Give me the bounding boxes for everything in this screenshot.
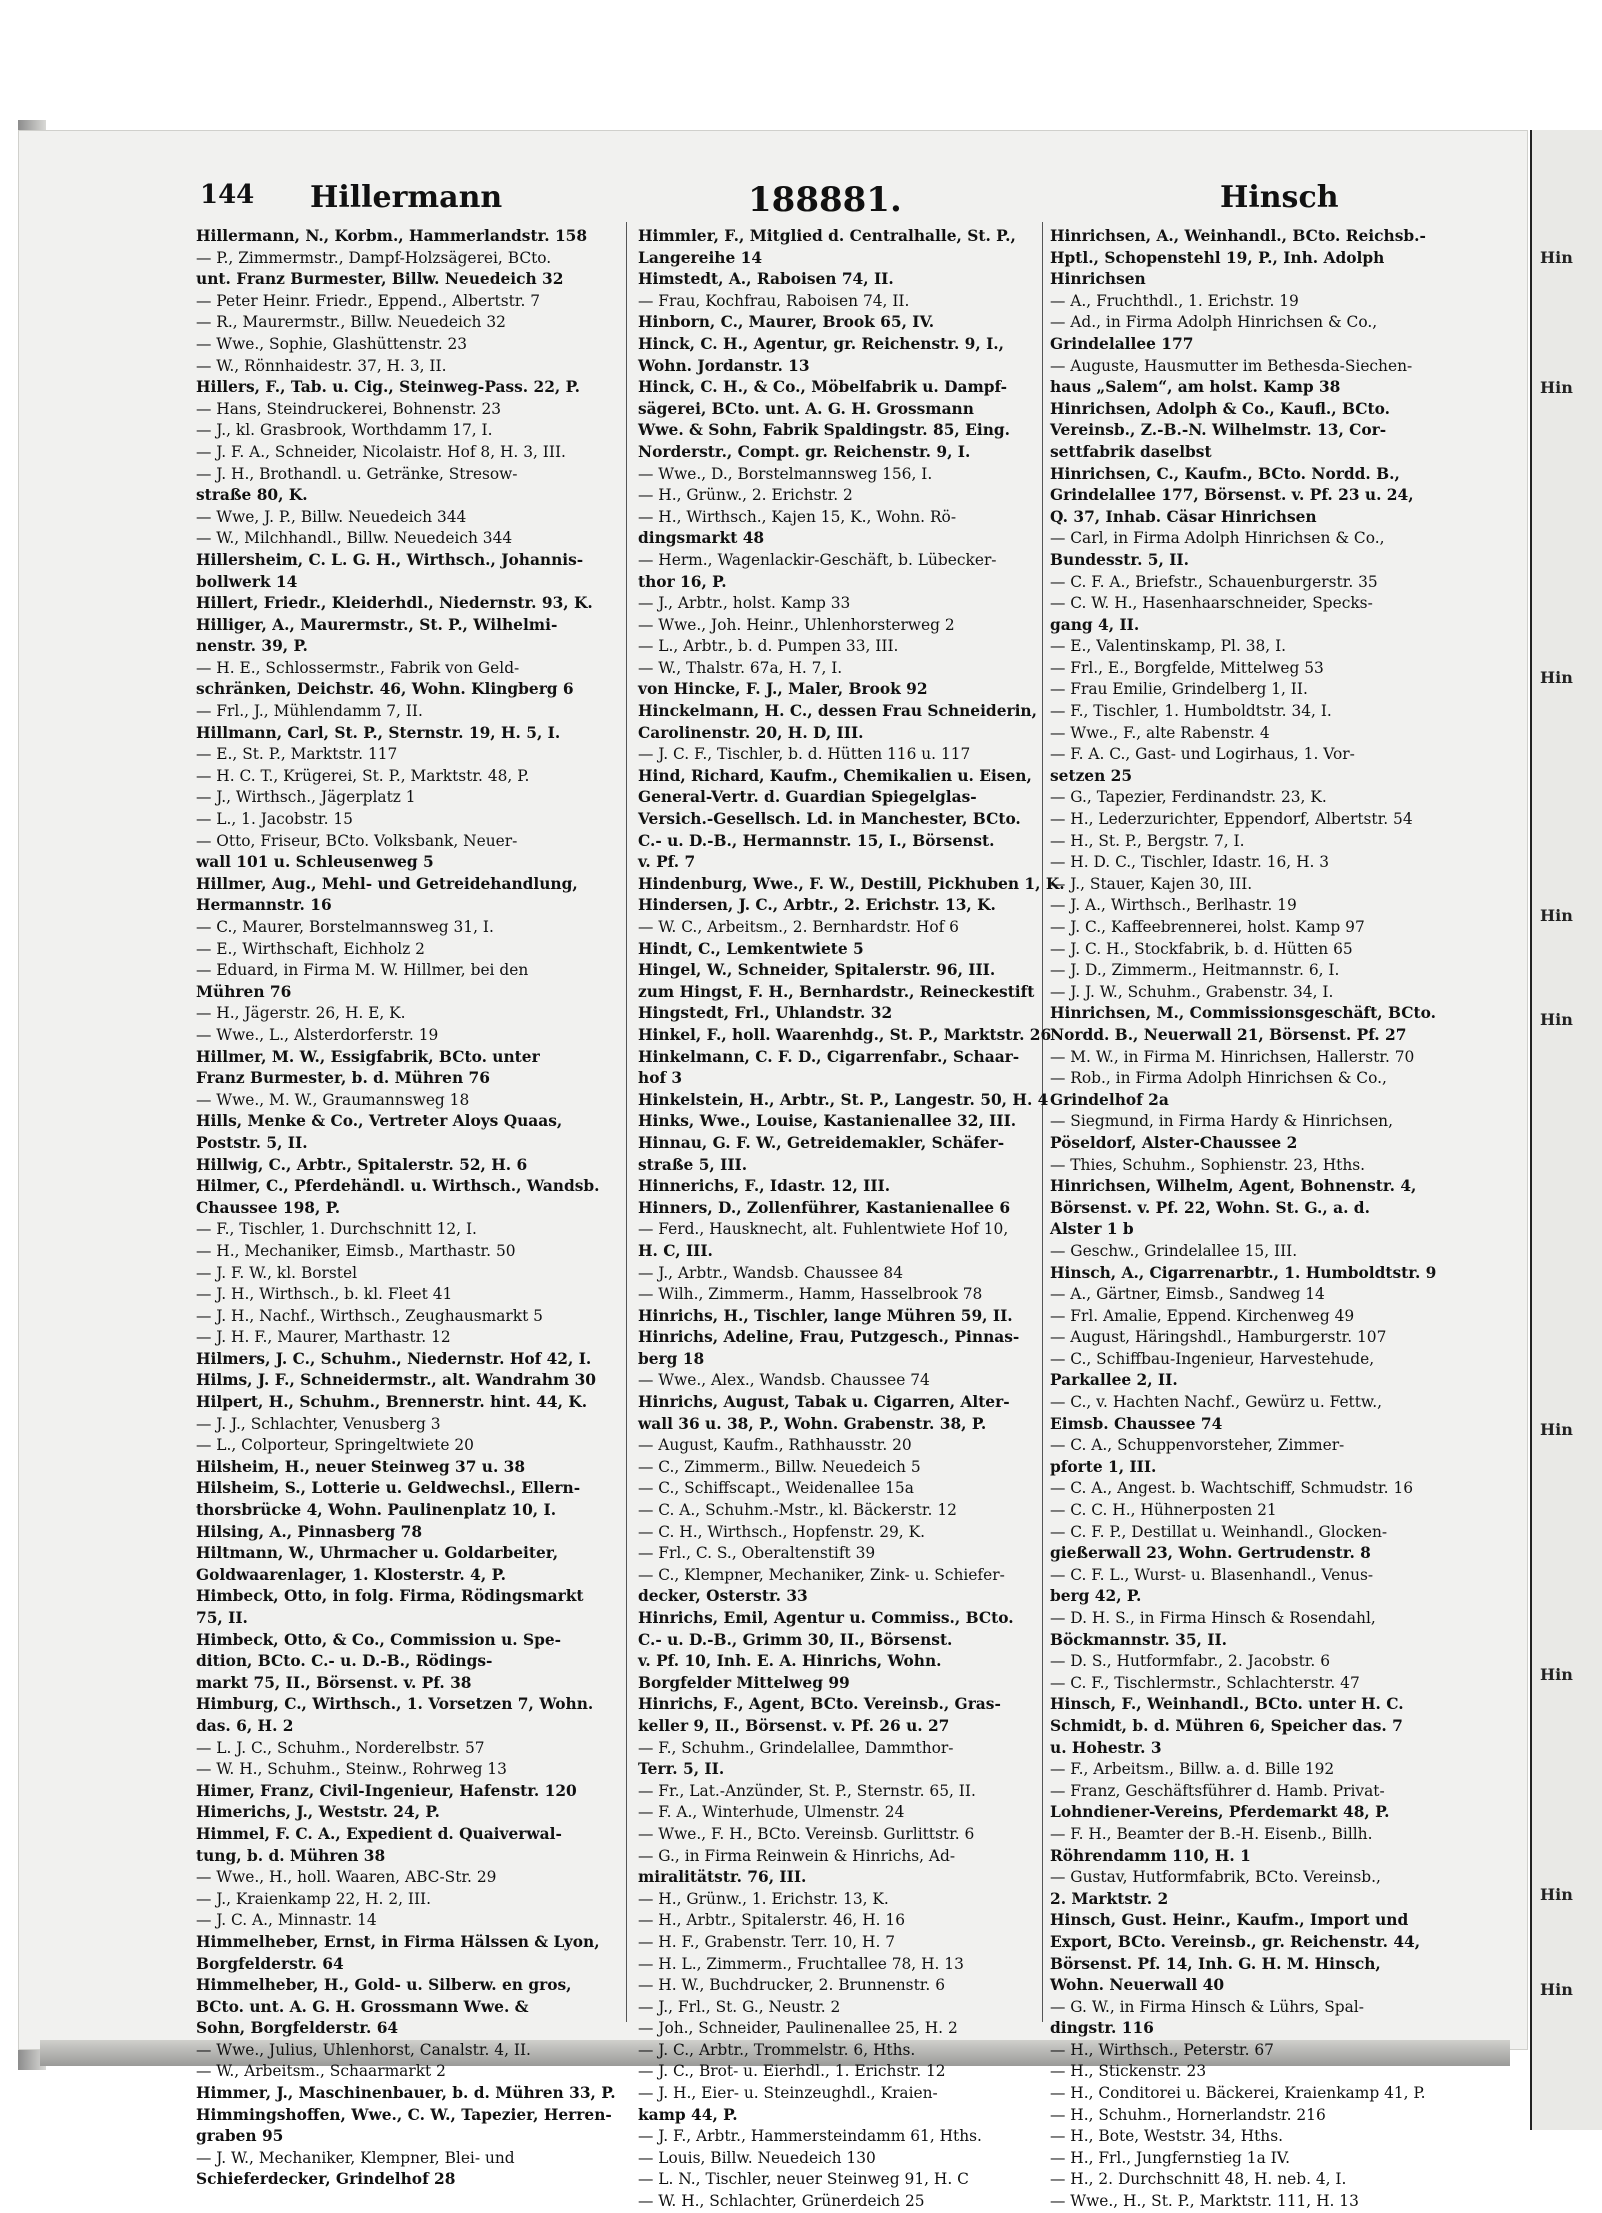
directory-entry-line: Hinrichs, Adeline, Frau, Putzgesch., Pinnas- bbox=[638, 1328, 1020, 1347]
directory-entry-line: — Auguste, Hausmutter im Bethesda-Siechen- bbox=[1050, 356, 1413, 375]
directory-entry-line: setzen 25 bbox=[1050, 766, 1133, 785]
directory-entry-line: — C., v. Hachten Nachf., Gewürz u. Fettw., bbox=[1050, 1393, 1383, 1412]
directory-entry-line: — Eduard, in Firma M. W. Hillmer, bei den bbox=[196, 961, 529, 980]
directory-entry-line: — C., Klempner, Mechaniker, Zink- u. Schiefer- bbox=[638, 1565, 1005, 1584]
directory-entry-line: Parkallee 2, II. bbox=[1050, 1371, 1178, 1390]
directory-entry-line: 75, II. bbox=[196, 1609, 248, 1627]
directory-entry-line: — Franz, Geschäftsführer d. Hamb. Privat- bbox=[1050, 1781, 1385, 1800]
directory-entry-line: dition, BCto. C.- u. D.-B., Rödings- bbox=[196, 1652, 493, 1671]
adjacent-page-fragment: Hin bbox=[1540, 668, 1573, 687]
directory-entry-line: — C. F. P., Destillat u. Weinhandl., Glocken- bbox=[1050, 1522, 1388, 1541]
directory-entry-line: Himbeck, Otto, in folg. Firma, Rödingsmarkt bbox=[196, 1587, 584, 1606]
directory-entry-line: — H., Mechaniker, Eimsb., Marthastr. 50 bbox=[196, 1241, 516, 1260]
directory-entry-line: Hilsing, A., Pinnasberg 78 bbox=[196, 1522, 423, 1541]
directory-entry-line: — E., St. P., Marktstr. 117 bbox=[196, 745, 398, 764]
directory-entry-line: C.- u. D.-B., Grimm 30, II., Börsenst. bbox=[638, 1630, 953, 1649]
directory-entry-line: Hinrichsen, Adolph & Co., Kaufl., BCto. bbox=[1050, 399, 1390, 418]
directory-entry-line: C.- u. D.-B., Hermannstr. 15, I., Börsenst. bbox=[638, 831, 995, 850]
directory-entry-line: H. C, III. bbox=[638, 1241, 713, 1260]
directory-entry-line: Hinkelstein, H., Arbtr., St. P., Langestr. 50, H. 4 bbox=[638, 1090, 1049, 1109]
directory-entry-line: Borgfelder Mittelweg 99 bbox=[638, 1673, 850, 1692]
directory-entry-line: — C. F. L., Wurst- u. Blasenhandl., Venus- bbox=[1050, 1565, 1374, 1584]
directory-entry-line: wall 36 u. 38, P., Wohn. Grabenstr. 38, P. bbox=[638, 1414, 987, 1433]
directory-entry-line: Himstedt, A., Raboisen 74, II. bbox=[638, 270, 894, 289]
directory-entry-line: — J. H., Wirthsch., b. kl. Fleet 41 bbox=[196, 1285, 453, 1304]
directory-entry-line: — Wwe., Alex., Wandsb. Chaussee 74 bbox=[638, 1371, 930, 1390]
directory-entry-line: Himmelheber, Ernst, in Firma Hälssen & Lyon, bbox=[196, 1932, 600, 1951]
directory-entry-line: — H., Schuhm., Hornerlandstr. 216 bbox=[1050, 2105, 1326, 2124]
directory-entry-line: Himburg, C., Wirthsch., 1. Vorsetzen 7, Wohn. bbox=[196, 1695, 594, 1714]
directory-entry-line: — Joh., Schneider, Paulinenallee 25, H. 2 bbox=[638, 2019, 958, 2038]
directory-entry-line: — J. H., Nachf., Wirthsch., Zeughausmarkt 5 bbox=[196, 1306, 543, 1325]
directory-entry-line: — J., Stauer, Kajen 30, III. bbox=[1050, 874, 1253, 893]
directory-entry-line: wall 101 u. Schleusenweg 5 bbox=[196, 853, 434, 872]
directory-entry-line: — E., Valentinskamp, Pl. 38, I. bbox=[1050, 637, 1287, 656]
directory-entry-line: Wohn. Neuerwall 40 bbox=[1050, 1976, 1225, 1995]
directory-entry-line: Chaussee 198, P. bbox=[196, 1198, 341, 1217]
directory-entry-line: — Gustav, Hutformfabrik, BCto. Vereinsb., bbox=[1050, 1868, 1381, 1887]
directory-entry-line: — F. H., Beamter der B.-H. Eisenb., Billh. bbox=[1050, 1824, 1373, 1843]
directory-entry-line: — Hans, Steindruckerei, Bohnenstr. 23 bbox=[196, 399, 502, 418]
directory-entry-line: — H., Jägerstr. 26, H. E, K. bbox=[196, 1004, 406, 1023]
directory-entry-line: — Wwe., H., holl. Waaren, ABC-Str. 29 bbox=[196, 1868, 497, 1887]
directory-entry-line: sägerei, BCto. unt. A. G. H. Grossmann bbox=[638, 399, 974, 418]
directory-entry-line: — A., Gärtner, Eimsb., Sandweg 14 bbox=[1050, 1285, 1325, 1304]
directory-entry-line: — Fr., Lat.-Anzünder, St. P., Sternstr. 65, II. bbox=[638, 1781, 976, 1800]
directory-entry-line: Hilliger, A., Maurermstr., St. P., Wilhelmi- bbox=[196, 615, 558, 634]
directory-entry-line: — J. C., Brot- u. Eierhdl., 1. Erichstr. 12 bbox=[638, 2062, 946, 2081]
directory-entry-line: — J. J. W., Schuhm., Grabenstr. 34, I. bbox=[1050, 982, 1334, 1001]
directory-entry-line: — J. H., Brothandl. u. Getränke, Stresow- bbox=[196, 464, 518, 483]
directory-column-2 bbox=[638, 226, 1065, 2211]
directory-entry-line: kamp 44, P. bbox=[638, 2105, 738, 2124]
directory-entry-line: — H., Conditorei u. Bäckerei, Kraienkamp 41, P. bbox=[1050, 2084, 1426, 2103]
directory-entry-line: — Wwe., D., Borstelmannsweg 156, I. bbox=[638, 464, 933, 483]
directory-entry-line: — Wwe., Sophie, Glashüttenstr. 23 bbox=[196, 334, 468, 353]
directory-entry-line: — L. J. C., Schuhm., Norderelbstr. 57 bbox=[196, 1738, 485, 1757]
directory-entry-line: — C. F., Tischlermstr., Schlachterstr. 47 bbox=[1050, 1673, 1360, 1692]
directory-entry-line: Hillermann, N., Korbm., Hammerlandstr. 158 bbox=[196, 227, 588, 245]
directory-entry-line: — J., Frl., St. G., Neustr. 2 bbox=[638, 1997, 841, 2016]
directory-entry-line: Franz Burmester, b. d. Mühren 76 bbox=[196, 1069, 490, 1088]
directory-entry-line: Hilsheim, S., Lotterie u. Geldwechsl., Ellern- bbox=[196, 1479, 581, 1498]
directory-entry-line: — F., Tischler, 1. Humboldtstr. 34, I. bbox=[1050, 702, 1332, 721]
directory-entry-line: — C., Schiffbau-Ingenieur, Harvestehude, bbox=[1050, 1349, 1375, 1368]
directory-entry-line: — J. F., Arbtr., Hammersteindamm 61, Hths. bbox=[638, 2127, 982, 2146]
directory-entry-line: — Ferd., Hausknecht, alt. Fuhlentwiete Hof 10, bbox=[638, 1220, 1009, 1239]
directory-entry-line: Börsenst. Pf. 14, Inh. G. H. M. Hinsch, bbox=[1050, 1954, 1381, 1973]
directory-entry-line: Hinkelmann, C. F. D., Cigarrenfabr., Schaar- bbox=[638, 1047, 1020, 1066]
directory-entry-line: — L. N., Tischler, neuer Steinweg 91, H. C bbox=[638, 2170, 969, 2189]
directory-entry-line: u. Hohestr. 3 bbox=[1050, 1738, 1162, 1757]
directory-entry-line: — C., Maurer, Borstelmannsweg 31, I. bbox=[196, 918, 494, 936]
directory-entry-line: thorsbrücke 4, Wohn. Paulinenplatz 10, I. bbox=[196, 1501, 557, 1520]
directory-entry-line: — August, Häringshdl., Hamburgerstr. 107 bbox=[1050, 1328, 1387, 1347]
directory-entry-line: — C. W. H., Hasenhaarschneider, Specks- bbox=[1050, 594, 1373, 613]
directory-entry-line: Hinsch, F., Weinhandl., BCto. unter H. C. bbox=[1050, 1695, 1404, 1714]
directory-entry-line: — J. W., Mechaniker, Klempner, Blei- und bbox=[196, 2148, 515, 2167]
directory-entry-line: Wwe. & Sohn, Fabrik Spaldingstr. 85, Eing. bbox=[638, 421, 1011, 440]
directory-entry-line: — Otto, Friseur, BCto. Volksbank, Neuer- bbox=[196, 831, 518, 850]
directory-entry-line: v. Pf. 7 bbox=[638, 853, 696, 872]
directory-entry-line: Hind, Richard, Kaufm., Chemikalien u. Eisen, bbox=[638, 766, 1032, 785]
directory-entry-line: — Frau, Kochfrau, Raboisen 74, II. bbox=[638, 291, 910, 310]
directory-entry-line: Hinck, C. H., Agentur, gr. Reichenstr. 9, I., bbox=[638, 334, 1004, 353]
directory-entry-line: 2. Marktstr. 2 bbox=[1050, 1889, 1169, 1908]
directory-entry-line: — Wwe., L., Alsterdorferstr. 19 bbox=[196, 1025, 439, 1044]
directory-entry-line: Himbeck, Otto, & Co., Commission u. Spe- bbox=[196, 1630, 562, 1649]
directory-entry-line: Hillert, Friedr., Kleiderhdl., Niedernstr. 93, K. bbox=[196, 594, 593, 613]
directory-entry-line: — W., Arbeitsm., Schaarmarkt 2 bbox=[196, 2062, 446, 2081]
directory-entry-line: Hinrichs, H., Tischler, lange Mühren 59, II. bbox=[638, 1306, 1013, 1325]
directory-entry-line: — Wwe., Joh. Heinr., Uhlenhorsterweg 2 bbox=[638, 615, 955, 634]
directory-entry-line: — H., Grünw., 2. Erichstr. 2 bbox=[638, 486, 853, 505]
right-running-head: Hinsch bbox=[1220, 180, 1339, 215]
directory-entry-line: Lohndiener-Vereins, Pferdemarkt 48, P. bbox=[1050, 1803, 1390, 1822]
directory-entry-line: Hills, Menke & Co., Vertreter Aloys Quaas, bbox=[196, 1112, 563, 1131]
directory-entry-line: Poststr. 5, II. bbox=[196, 1133, 308, 1152]
directory-entry-line: Norderstr., Compt. gr. Reichenstr. 9, I. bbox=[638, 442, 971, 461]
directory-entry-line: — Frl., J., Mühlendamm 7, II. bbox=[196, 702, 423, 721]
directory-entry-line: miralitätstr. 76, III. bbox=[638, 1868, 807, 1887]
adjacent-page-fragment: Hin bbox=[1540, 906, 1573, 925]
directory-entry-line: unt. Franz Burmester, Billw. Neuedeich 32 bbox=[196, 270, 564, 289]
directory-entry-line: Hillwig, C., Arbtr., Spitalerstr. 52, H. 6 bbox=[196, 1155, 528, 1174]
directory-entry-line: Börsenst. v. Pf. 22, Wohn. St. G., a. d. bbox=[1050, 1198, 1370, 1217]
directory-entry-line: — C., Schiffscapt., Weidenallee 15a bbox=[638, 1479, 914, 1498]
directory-entry-line: Q. 37, Inhab. Cäsar Hinrichsen bbox=[1050, 507, 1317, 526]
directory-entry-line: Hinnau, G. F. W., Getreidemakler, Schäfer- bbox=[638, 1133, 1005, 1152]
directory-entry-line: gang 4, II. bbox=[1050, 615, 1140, 634]
adjacent-page-fragment: Hin bbox=[1540, 378, 1573, 397]
directory-entry-line: — D. H. S., in Firma Hinsch & Rosendahl, bbox=[1050, 1609, 1376, 1627]
directory-entry-line: — P., Zimmermstr., Dampf-Holzsägerei, BCto. bbox=[196, 248, 552, 267]
directory-entry-line: markt 75, II., Börsenst. v. Pf. 38 bbox=[196, 1673, 472, 1692]
directory-entry-line: Hinks, Wwe., Louise, Kastanienallee 32, III. bbox=[638, 1112, 1017, 1131]
directory-entry-line: — L., 1. Jacobstr. 15 bbox=[196, 810, 353, 829]
directory-entry-line: — H., Frl., Jungfernstieg 1a IV. bbox=[1050, 2148, 1291, 2167]
directory-entry-line: — W. H., Schuhm., Steinw., Rohrweg 13 bbox=[196, 1760, 507, 1779]
directory-entry-line: — J. C. A., Minnastr. 14 bbox=[196, 1911, 377, 1930]
directory-entry-line: Hptl., Schopenstehl 19, P., Inh. Adolph bbox=[1050, 248, 1385, 267]
directory-entry-line: — C., Zimmerm., Billw. Neuedeich 5 bbox=[638, 1457, 921, 1476]
directory-entry-line: — Frl., E., Borgfelde, Mittelweg 53 bbox=[1050, 658, 1324, 677]
directory-entry-line: Langereihe 14 bbox=[638, 248, 763, 267]
directory-entry-line: — H., Wirthsch., Kajen 15, K., Wohn. Rö- bbox=[638, 507, 957, 526]
directory-entry-line: Himmel, F. C. A., Expedient d. Quaiverwal- bbox=[196, 1824, 562, 1843]
directory-entry-line: gießerwall 23, Wohn. Gertrudenstr. 8 bbox=[1050, 1544, 1371, 1563]
directory-entry-line: Hinsch, Gust. Heinr., Kaufm., Import und bbox=[1050, 1911, 1409, 1930]
directory-entry-line: — J., Kraienkamp 22, H. 2, III. bbox=[196, 1889, 432, 1908]
directory-entry-line: — R., Maurermstr., Billw. Neuedeich 32 bbox=[196, 313, 506, 332]
directory-entry-line: — Wwe., Julius, Uhlenhorst, Canalstr. 4, II. bbox=[196, 2040, 531, 2059]
directory-entry-line: — W. H., Schlachter, Grünerdeich 25 bbox=[638, 2192, 925, 2211]
directory-entry-line: — J. F. A., Schneider, Nicolaistr. Hof 8, H. 3, III. bbox=[196, 442, 566, 461]
directory-entry-line: Röhrendamm 110, H. 1 bbox=[1050, 1846, 1251, 1865]
directory-entry-line: Himer, Franz, Civil-Ingenieur, Hafenstr. 120 bbox=[196, 1781, 577, 1800]
directory-entry-line: Hingstedt, Frl., Uhlandstr. 32 bbox=[638, 1004, 893, 1023]
directory-entry-line: Hinnerichs, F., Idastr. 12, III. bbox=[638, 1177, 891, 1196]
directory-entry-line: Himmelheber, H., Gold- u. Silberw. en gros, bbox=[196, 1976, 572, 1995]
directory-entry-line: — Herm., Wagenlackir-Geschäft, b. Lübecker- bbox=[638, 550, 997, 569]
directory-entry-line: decker, Osterstr. 33 bbox=[638, 1587, 808, 1606]
directory-entry-line: — H. F., Grabenstr. Terr. 10, H. 7 bbox=[638, 1932, 896, 1951]
directory-entry-line: — J. C., Kaffeebrennerei, holst. Kamp 97 bbox=[1050, 918, 1365, 936]
directory-entry-line: Vereinsb., Z.-B.-N. Wilhelmstr. 13, Cor- bbox=[1050, 421, 1387, 440]
directory-entry-line: Hilmer, C., Pferdehändl. u. Wirthsch., Wandsb. bbox=[196, 1177, 600, 1196]
directory-entry-line: Sohn, Borgfelderstr. 64 bbox=[196, 2019, 399, 2038]
directory-entry-line: zum Hingst, F. H., Bernhardstr., Reineckestift bbox=[638, 982, 1035, 1001]
directory-entry-line: Pöseldorf, Alster-Chaussee 2 bbox=[1050, 1133, 1298, 1152]
directory-entry-line: — H., Wirthsch., Peterstr. 67 bbox=[1050, 2040, 1274, 2059]
directory-entry-line: — J. H., Eier- u. Steinzeughdl., Kraien- bbox=[638, 2084, 938, 2103]
directory-entry-line: — J., kl. Grasbrook, Worthdamm 17, I. bbox=[196, 421, 493, 440]
directory-entry-line: — Geschw., Grindelallee 15, III. bbox=[1050, 1241, 1298, 1260]
directory-entry-line: Hillmer, M. W., Essigfabrik, BCto. unter bbox=[196, 1047, 540, 1066]
directory-entry-line: Hingel, W., Schneider, Spitalerstr. 96, III. bbox=[638, 961, 996, 980]
directory-entry-line: Hinkel, F., holl. Waarenhdg., St. P., Marktstr. 26 bbox=[638, 1025, 1052, 1044]
directory-entry-line: — C. A., Schuppenvorsteher, Zimmer- bbox=[1050, 1436, 1345, 1455]
directory-entry-line: Hindersen, J. C., Arbtr., 2. Erichstr. 13, K. bbox=[638, 896, 996, 915]
left-running-head: Hillermann bbox=[310, 180, 503, 215]
directory-entry-line: — G. W., in Firma Hinsch & Lührs, Spal- bbox=[1050, 1997, 1364, 2016]
directory-entry-line: Hilmers, J. C., Schuhm., Niedernstr. Hof 42, I. bbox=[196, 1349, 592, 1368]
directory-entry-line: — J. A., Wirthsch., Berlhastr. 19 bbox=[1050, 896, 1297, 915]
directory-entry-line: Grindelhof 2a bbox=[1050, 1090, 1169, 1109]
directory-entry-line: — H., Bote, Weststr. 34, Hths. bbox=[1050, 2127, 1283, 2146]
directory-entry-line: — C. H., Wirthsch., Hopfenstr. 29, K. bbox=[638, 1522, 925, 1541]
directory-entry-line: — Wwe., F. H., BCto. Vereinsb. Gurlittstr. 6 bbox=[638, 1824, 975, 1843]
directory-entry-line: Goldwaarenlager, 1. Klosterstr. 4, P. bbox=[196, 1565, 506, 1584]
directory-entry-line: — C. A., Angest. b. Wachtschiff, Schmudstr. 16 bbox=[1050, 1479, 1414, 1498]
directory-entry-line: — M. W., in Firma M. Hinrichsen, Hallerstr. 70 bbox=[1050, 1047, 1415, 1066]
directory-entry-line: straße 80, K. bbox=[196, 486, 308, 505]
directory-entry-line: berg 42, P. bbox=[1050, 1587, 1142, 1606]
directory-entry-line: Mühren 76 bbox=[196, 982, 292, 1001]
directory-entry-line: bollwerk 14 bbox=[196, 572, 298, 591]
directory-entry-line: Böckmannstr. 35, II. bbox=[1050, 1630, 1228, 1649]
directory-entry-line: — J., Arbtr., Wandsb. Chaussee 84 bbox=[638, 1263, 904, 1282]
directory-entry-line: keller 9, II., Börsenst. v. Pf. 26 u. 27 bbox=[638, 1716, 950, 1735]
directory-entry-line: — C. A., Schuhm.-Mstr., kl. Bäckerstr. 12 bbox=[638, 1501, 957, 1520]
directory-entry-line: — F., Schuhm., Grindelallee, Dammthor- bbox=[638, 1738, 954, 1757]
directory-entry-line: von Hincke, F. J., Maler, Brook 92 bbox=[638, 680, 928, 699]
directory-entry-line: — F. A., Winterhude, Ulmenstr. 24 bbox=[638, 1803, 905, 1822]
directory-entry-line: — H., St. P., Bergstr. 7, I. bbox=[1050, 831, 1245, 850]
directory-entry-line: — H. W., Buchdrucker, 2. Brunnenstr. 6 bbox=[638, 1976, 945, 1995]
directory-entry-line: das. 6, H. 2 bbox=[196, 1716, 294, 1735]
directory-entry-line: Nordd. B., Neuerwall 21, Börsenst. Pf. 27 bbox=[1050, 1025, 1407, 1044]
page-number: 144 bbox=[200, 180, 255, 210]
year-heading: 188881. bbox=[748, 180, 902, 220]
directory-entry-line: — W., Milchhandl., Billw. Neuedeich 344 bbox=[196, 529, 513, 548]
directory-entry-line: Hinborn, C., Maurer, Brook 65, IV. bbox=[638, 313, 935, 332]
directory-entry-line: — Wwe., M. W., Graumannsweg 18 bbox=[196, 1090, 470, 1109]
directory-entry-line: Hinrichsen bbox=[1050, 270, 1146, 289]
directory-entry-line: — Wilh., Zimmerm., Hamm, Hasselbrook 78 bbox=[638, 1285, 983, 1304]
directory-entry-line: — L., Arbtr., b. d. Pumpen 33, III. bbox=[638, 637, 899, 656]
directory-entry-line: pforte 1, III. bbox=[1050, 1457, 1157, 1476]
directory-entry-line: Hermannstr. 16 bbox=[196, 896, 332, 915]
directory-entry-line: — Frau Emilie, Grindelberg 1, II. bbox=[1050, 680, 1308, 699]
directory-entry-line: Himerichs, J., Weststr. 24, P. bbox=[196, 1803, 440, 1822]
directory-entry-line: Hillers, F., Tab. u. Cig., Steinweg-Pass. 22, P. bbox=[196, 378, 581, 397]
directory-entry-line: Hinrichsen, M., Commissionsgeschäft, BCto. bbox=[1050, 1004, 1436, 1023]
directory-entry-line: nenstr. 39, P. bbox=[196, 637, 308, 656]
directory-entry-line: Hinsch, A., Cigarrenarbtr., 1. Humboldtstr. 9 bbox=[1050, 1263, 1437, 1282]
directory-entry-line: Hindenburg, Wwe., F. W., Destill, Pickhuben 1, K. bbox=[638, 874, 1065, 893]
directory-entry-line: dingstr. 116 bbox=[1050, 2019, 1154, 2038]
directory-entry-line: — J. D., Zimmerm., Heitmannstr. 6, I. bbox=[1050, 961, 1340, 980]
directory-entry-line: — H. L., Zimmerm., Fruchtallee 78, H. 13 bbox=[638, 1954, 964, 1973]
directory-entry-line: — J. C. H., Stockfabrik, b. d. Hütten 65 bbox=[1050, 939, 1353, 958]
directory-entry-line: — H. D. C., Tischler, Idastr. 16, H. 3 bbox=[1050, 853, 1330, 872]
directory-entry-line: — F. A. C., Gast- und Logirhaus, 1. Vor- bbox=[1050, 745, 1355, 764]
adjacent-page bbox=[1530, 130, 1602, 2130]
directory-entry-line: — C. F. A., Briefstr., Schauenburgerstr. 35 bbox=[1050, 572, 1378, 591]
directory-entry-line: — H. C. T., Krügerei, St. P., Marktstr. 48, P. bbox=[196, 766, 530, 785]
directory-entry-line: — H., Arbtr., Spitalerstr. 46, H. 16 bbox=[638, 1911, 905, 1930]
directory-entry-line: thor 16, P. bbox=[638, 572, 727, 591]
directory-column-1 bbox=[196, 226, 616, 2189]
directory-entry-line: Grindelallee 177, Börsenst. v. Pf. 23 u. 24, bbox=[1050, 486, 1414, 505]
directory-entry-line: — H. E., Schlossermstr., Fabrik von Geld- bbox=[196, 658, 520, 677]
directory-entry-line: Wohn. Jordanstr. 13 bbox=[638, 356, 810, 375]
directory-entry-line: Hinners, D., Zollenführer, Kastanienallee 6 bbox=[638, 1198, 1011, 1217]
directory-entry-line: tung, b. d. Mühren 38 bbox=[196, 1846, 386, 1865]
directory-entry-line: Hinck, C. H., & Co., Möbelfabrik u. Dampf- bbox=[638, 378, 1007, 397]
directory-entry-line: graben 95 bbox=[196, 2127, 284, 2146]
directory-entry-line: — L., Colporteur, Springeltwiete 20 bbox=[196, 1436, 474, 1455]
directory-entry-line: — Wwe., H., St. P., Marktstr. 111, H. 13 bbox=[1050, 2192, 1359, 2211]
directory-entry-line: — A., Fruchthdl., 1. Erichstr. 19 bbox=[1050, 291, 1299, 310]
directory-entry-line: — J. J., Schlachter, Venusberg 3 bbox=[196, 1414, 441, 1433]
directory-entry-line: — Louis, Billw. Neuedeich 130 bbox=[638, 2148, 876, 2167]
directory-entry-line: Hilms, J. F., Schneidermstr., alt. Wandrahm 30 bbox=[196, 1371, 596, 1390]
directory-entry-line: Hillmer, Aug., Mehl- und Getreidehandlung, bbox=[196, 874, 578, 893]
directory-entry-line: — W., Thalstr. 67a, H. 7, I. bbox=[638, 658, 843, 677]
directory-entry-line: berg 18 bbox=[638, 1349, 705, 1368]
adjacent-page-fragment: Hin bbox=[1540, 1010, 1573, 1029]
directory-entry-line: Hinrichs, August, Tabak u. Cigarren, Alter- bbox=[638, 1393, 1010, 1412]
directory-entry-line: — Wwe, J. P., Billw. Neuedeich 344 bbox=[196, 507, 467, 526]
directory-entry-line: Export, BCto. Vereinsb., gr. Reichenstr. 44, bbox=[1050, 1932, 1421, 1951]
directory-entry-line: dingsmarkt 48 bbox=[638, 529, 765, 548]
directory-entry-line: Hilsheim, H., neuer Steinweg 37 u. 38 bbox=[196, 1457, 526, 1476]
directory-entry-line: Schmidt, b. d. Mühren 6, Speicher das. 7 bbox=[1050, 1716, 1403, 1735]
directory-entry-line: — J. H. F., Maurer, Marthastr. 12 bbox=[196, 1328, 451, 1347]
directory-entry-line: Hiltmann, W., Uhrmacher u. Goldarbeiter, bbox=[196, 1544, 559, 1563]
directory-entry-line: — H., 2. Durchschnitt 48, H. neb. 4, I. bbox=[1050, 2170, 1347, 2189]
directory-entry-line: — F., Tischler, 1. Durchschnitt 12, I. bbox=[196, 1220, 477, 1239]
directory-entry-line: Carolinenstr. 20, H. D, III. bbox=[638, 723, 864, 742]
directory-entry-line: — C. C. H., Hühnerposten 21 bbox=[1050, 1501, 1277, 1520]
directory-entry-line: — J. F. W., kl. Borstel bbox=[196, 1263, 357, 1282]
directory-entry-line: Hindt, C., Lemkentwiete 5 bbox=[638, 939, 864, 958]
directory-entry-line: Borgfelderstr. 64 bbox=[196, 1954, 344, 1973]
directory-entry-line: — J., Arbtr., holst. Kamp 33 bbox=[638, 594, 851, 613]
directory-entry-line: Himmingshoffen, Wwe., C. W., Tapezier, Herren- bbox=[196, 2105, 612, 2124]
directory-entry-line: — J., Wirthsch., Jägerplatz 1 bbox=[196, 788, 416, 807]
directory-entry-line: v. Pf. 10, Inh. E. A. Hinrichs, Wohn. bbox=[638, 1652, 942, 1671]
directory-entry-line: Alster 1 b bbox=[1050, 1220, 1134, 1239]
directory-entry-line: — Thies, Schuhm., Sophienstr. 23, Hths. bbox=[1050, 1155, 1366, 1174]
directory-entry-line: — Frl. Amalie, Eppend. Kirchenweg 49 bbox=[1050, 1306, 1355, 1325]
directory-entry-line: Bundesstr. 5, II. bbox=[1050, 550, 1189, 569]
directory-column-3 bbox=[1050, 226, 1470, 2211]
directory-entry-line: Hinckelmann, H. C., dessen Frau Schneiderin, bbox=[638, 702, 1037, 721]
directory-entry-line: schränken, Deichstr. 46, Wohn. Klingberg 6 bbox=[196, 680, 574, 699]
directory-entry-line: Hillmann, Carl, St. P., Sternstr. 19, H. 5, I. bbox=[196, 723, 561, 742]
directory-entry-line: settfabrik daselbst bbox=[1050, 442, 1212, 461]
running-header bbox=[200, 180, 1490, 220]
directory-entry-line: Hillersheim, C. L. G. H., Wirthsch., Johannis- bbox=[196, 550, 584, 569]
directory-entry-line: — Siegmund, in Firma Hardy & Hinrichsen, bbox=[1050, 1112, 1393, 1131]
directory-entry-line: — F., Arbeitsm., Billw. a. d. Bille 192 bbox=[1050, 1760, 1335, 1779]
directory-entry-line: Hinrichs, Emil, Agentur u. Commiss., BCto. bbox=[638, 1609, 1014, 1627]
directory-entry-line: BCto. unt. A. G. H. Grossmann Wwe. & bbox=[196, 1997, 529, 2016]
directory-entry-line: — J. C., Arbtr., Trommelstr. 6, Hths. bbox=[638, 2040, 916, 2059]
directory-entry-line: — H., Lederzurichter, Eppendorf, Albertstr. 54 bbox=[1050, 810, 1413, 829]
directory-entry-line: — Ad., in Firma Adolph Hinrichsen & Co., bbox=[1050, 313, 1378, 332]
adjacent-page-fragment: Hin bbox=[1540, 1420, 1573, 1439]
directory-entry-line: — Peter Heinr. Friedr., Eppend., Albertstr. 7 bbox=[196, 291, 541, 310]
directory-entry-line: — W., Rönnhaidestr. 37, H. 3, II. bbox=[196, 356, 447, 375]
directory-entry-line: Hinrichsen, A., Weinhandl., BCto. Reichsb.- bbox=[1050, 227, 1426, 245]
directory-entry-line: — Frl., C. S., Oberaltenstift 39 bbox=[638, 1544, 876, 1563]
directory-entry-line: Himmer, J., Maschinenbauer, b. d. Mühren 33, P. bbox=[196, 2084, 616, 2103]
directory-entry-line: — H., Stickenstr. 23 bbox=[1050, 2062, 1207, 2081]
directory-entry-line: Eimsb. Chaussee 74 bbox=[1050, 1414, 1223, 1433]
directory-entry-line: — W. C., Arbeitsm., 2. Bernhardstr. Hof 6 bbox=[638, 918, 959, 936]
directory-entry-line: hof 3 bbox=[638, 1069, 683, 1088]
directory-entry-line: General-Vertr. d. Guardian Spiegelglas- bbox=[638, 788, 977, 807]
directory-entry-line: Hinrichsen, C., Kaufm., BCto. Nordd. B., bbox=[1050, 464, 1400, 483]
adjacent-page-fragment: Hin bbox=[1540, 1885, 1573, 1904]
adjacent-page-fragment: Hin bbox=[1540, 248, 1573, 267]
directory-entry-line: Hinrichs, F., Agent, BCto. Vereinsb., Gras- bbox=[638, 1695, 1001, 1714]
adjacent-page-fragment: Hin bbox=[1540, 1665, 1573, 1684]
directory-entry-line: — Carl, in Firma Adolph Hinrichsen & Co., bbox=[1050, 529, 1385, 548]
directory-entry-line: — Rob., in Firma Adolph Hinrichsen & Co., bbox=[1050, 1069, 1387, 1088]
directory-entry-line: haus „Salem“, am holst. Kamp 38 bbox=[1050, 378, 1341, 397]
directory-entry-line: Grindelallee 177 bbox=[1050, 334, 1194, 353]
directory-entry-line: — J. C. F., Tischler, b. d. Hütten 116 u. 117 bbox=[638, 745, 971, 764]
directory-entry-line: straße 5, III. bbox=[638, 1155, 748, 1174]
directory-entry-line: Versich.-Gesellsch. Ld. in Manchester, BCto. bbox=[638, 810, 1021, 829]
directory-entry-line: Terr. 5, II. bbox=[638, 1760, 725, 1779]
directory-entry-line: Schieferdecker, Grindelhof 28 bbox=[196, 2170, 456, 2189]
adjacent-page-fragment: Hin bbox=[1540, 1980, 1573, 1999]
directory-entry-line: — E., Wirthschaft, Eichholz 2 bbox=[196, 939, 425, 958]
directory-entry-line: Himmler, F., Mitglied d. Centralhalle, St. P., bbox=[638, 227, 1016, 245]
directory-entry-line: Hilpert, H., Schuhm., Brennerstr. hint. 44, K. bbox=[196, 1393, 588, 1412]
directory-entry-line: — H., Grünw., 1. Erichstr. 13, K. bbox=[638, 1889, 889, 1908]
column-divider bbox=[626, 222, 627, 2022]
directory-entry-line: — G., Tapezier, Ferdinandstr. 23, K. bbox=[1050, 788, 1327, 807]
directory-entry-line: Hinrichsen, Wilhelm, Agent, Bohnenstr. 4, bbox=[1050, 1177, 1417, 1196]
directory-entry-line: — August, Kaufm., Rathhausstr. 20 bbox=[638, 1436, 912, 1455]
directory-entry-line: — G., in Firma Reinwein & Hinrichs, Ad- bbox=[638, 1846, 956, 1865]
directory-entry-line: — Wwe., F., alte Rabenstr. 4 bbox=[1050, 723, 1270, 742]
directory-entry-line: — D. S., Hutformfabr., 2. Jacobstr. 6 bbox=[1050, 1652, 1331, 1671]
